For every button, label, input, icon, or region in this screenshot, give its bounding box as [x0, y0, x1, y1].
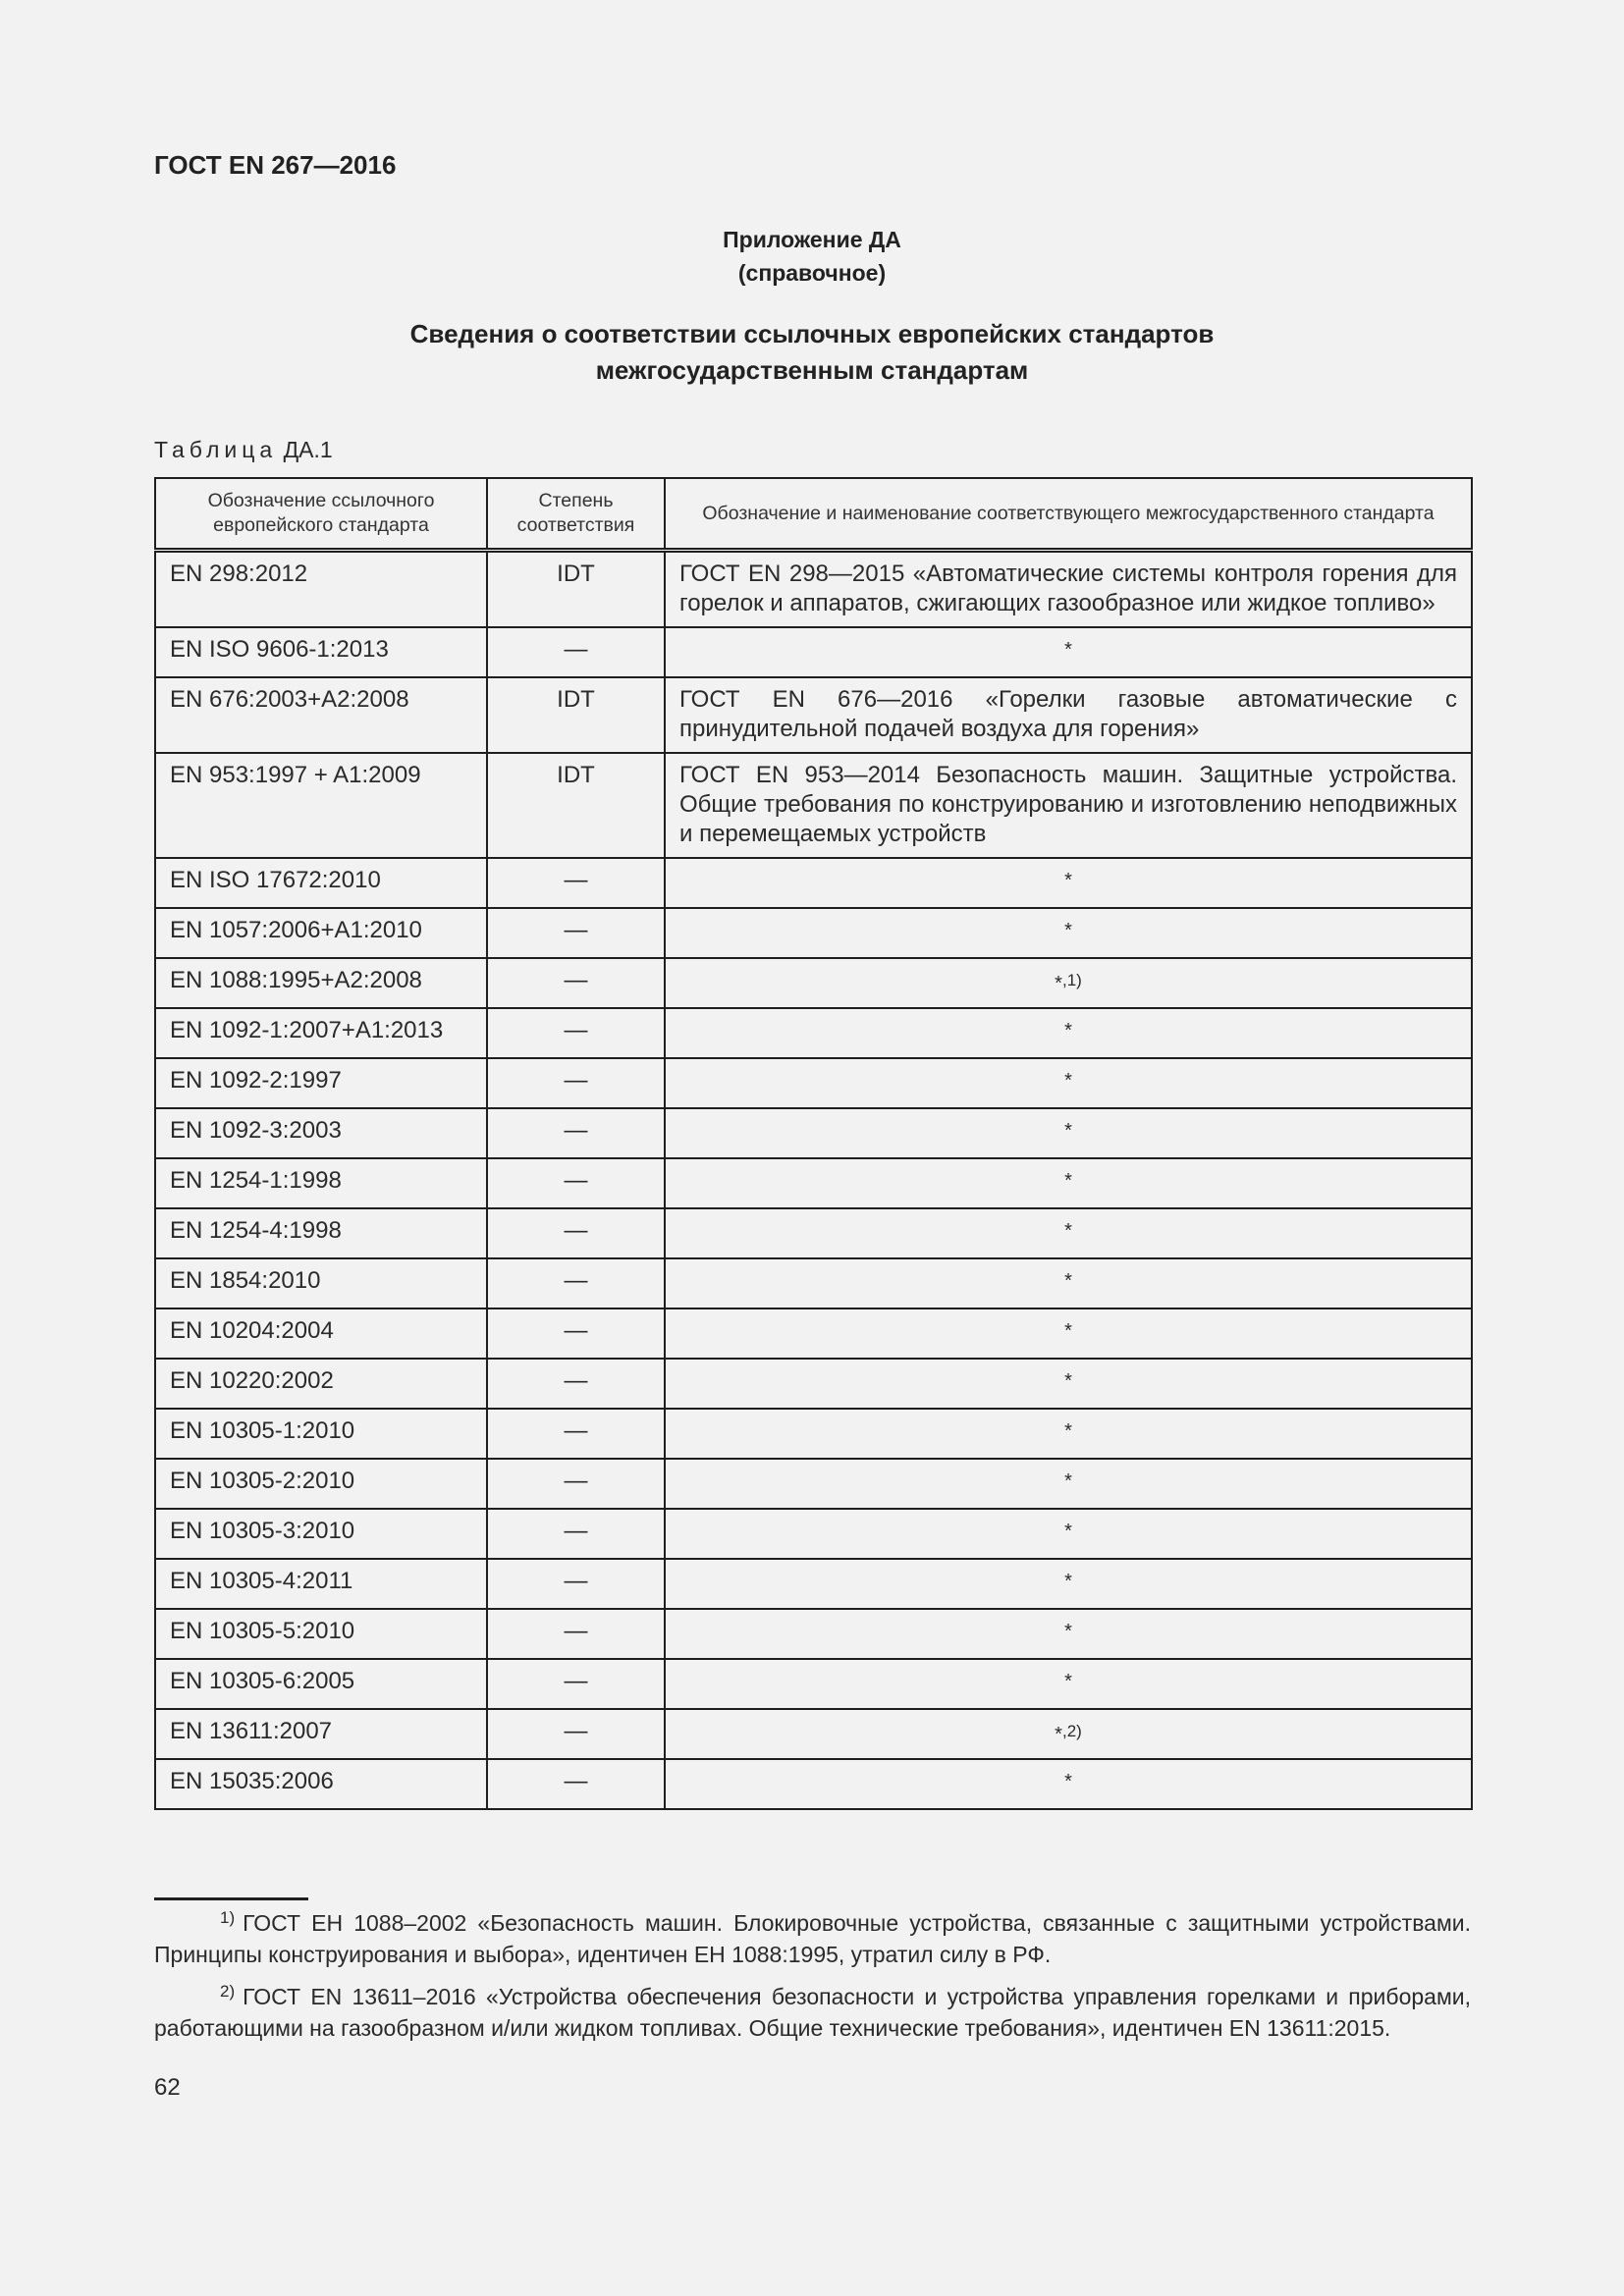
asterisk-mark: * [1064, 1020, 1072, 1041]
cell-degree: IDT [487, 677, 665, 753]
asterisk-mark: * [1064, 639, 1072, 661]
cell-degree: — [487, 1058, 665, 1108]
cell-interstate-standard [665, 1459, 1472, 1509]
table-row [155, 1308, 1472, 1359]
asterisk-mark: * [1064, 1671, 1072, 1692]
section-title [0, 316, 1624, 389]
cell-interstate-standard [665, 627, 1472, 677]
asterisk-mark: * [1064, 1621, 1072, 1642]
cell-european-standard: EN 1092-1:2007+A1:2013 [155, 1008, 487, 1058]
table-row [155, 1058, 1472, 1108]
cell-degree: IDT [487, 551, 665, 628]
cell-european-standard: EN ISO 9606-1:2013 [155, 627, 487, 677]
cell-degree: — [487, 1609, 665, 1659]
cell-european-standard: EN 10305-2:2010 [155, 1459, 487, 1509]
footnote-2 [154, 1976, 1471, 2044]
cell-degree: — [487, 858, 665, 908]
table-body [155, 551, 1472, 1810]
cell-interstate-standard [665, 1759, 1472, 1809]
cell-degree: — [487, 1308, 665, 1359]
cell-degree: — [487, 1409, 665, 1459]
asterisk-mark: * [1064, 1170, 1072, 1192]
asterisk-mark: * [1064, 870, 1072, 891]
cell-interstate-standard [665, 1609, 1472, 1659]
table-label [154, 437, 333, 463]
cell-european-standard: EN 1057:2006+A1:2010 [155, 908, 487, 958]
cell-european-standard: EN 298:2012 [155, 551, 487, 628]
table-row [155, 1709, 1472, 1759]
table-row [155, 1559, 1472, 1609]
cell-interstate-standard [665, 908, 1472, 958]
footnote-2-text: ГОСТ EN 13611–2016 «Устройства обеспечения безопасности и устройства управления горелками и приборами, работающими на газообразном и/или жидком топливах. Общие технические требования», идентичен EN 13611:2015. [154, 1984, 1471, 2041]
table-row [155, 1108, 1472, 1158]
cell-european-standard: EN 10305-4:2011 [155, 1559, 487, 1609]
asterisk-mark: * [1055, 973, 1062, 994]
asterisk-mark: * [1064, 1270, 1072, 1292]
cell-european-standard: EN 10204:2004 [155, 1308, 487, 1359]
cell-european-standard: EN 10305-6:2005 [155, 1659, 487, 1709]
footnote-reference: ,1) [1061, 971, 1082, 989]
table-row [155, 1609, 1472, 1659]
table-row [155, 858, 1472, 908]
asterisk-mark: * [1064, 920, 1072, 941]
footnote-divider [154, 1897, 308, 1900]
asterisk-mark: * [1064, 1070, 1072, 1092]
cell-european-standard: EN 10305-3:2010 [155, 1509, 487, 1559]
header-interstate-standard: Обозначение и наименование соответствующего межгосударственного стандарта [665, 478, 1472, 551]
cell-interstate-standard [665, 1559, 1472, 1609]
footnote-1-text: ГОСТ ЕН 1088–2002 «Безопасность машин. Блокировочные устройства, связанные с защитными устройствами. Принципы конструирования и выбора», идентичен ЕН 1088:1995, утратил силу в РФ. [154, 1910, 1471, 1967]
cell-degree: IDT [487, 753, 665, 858]
cell-interstate-standard [665, 1509, 1472, 1559]
table-row [155, 1359, 1472, 1409]
table-row [155, 1409, 1472, 1459]
cell-interstate-standard: ГОСТ EN 953—2014 Безопасность машин. Защитные устройства. Общие требования по конструированию и изготовлению неподвижных и перемещаемых устройств [665, 753, 1472, 858]
cell-degree: — [487, 1359, 665, 1409]
asterisk-mark: * [1064, 1420, 1072, 1442]
cell-interstate-standard [665, 1208, 1472, 1258]
asterisk-mark: * [1064, 1320, 1072, 1342]
asterisk-mark: * [1064, 1120, 1072, 1142]
cell-degree: — [487, 908, 665, 958]
cell-degree: — [487, 1208, 665, 1258]
cell-european-standard: EN 13611:2007 [155, 1709, 487, 1759]
cell-degree: — [487, 1459, 665, 1509]
cell-european-standard: EN 1254-4:1998 [155, 1208, 487, 1258]
cell-european-standard: EN 1088:1995+A2:2008 [155, 958, 487, 1008]
table-row [155, 1459, 1472, 1509]
cell-interstate-standard [665, 1308, 1472, 1359]
table-row [155, 1759, 1472, 1809]
section-title-line-2: межгосударственным стандартам [595, 355, 1029, 385]
section-title-line-1: Сведения о соответствии ссылочных европейских стандартов [409, 319, 1215, 348]
header-european-standard: Обозначение ссылочного европейского стандарта [155, 478, 487, 551]
cell-degree: — [487, 627, 665, 677]
cell-interstate-standard [665, 1258, 1472, 1308]
table-row [155, 627, 1472, 677]
cell-european-standard: EN ISO 17672:2010 [155, 858, 487, 908]
cell-european-standard: EN 1092-3:2003 [155, 1108, 487, 1158]
asterisk-mark: * [1064, 1771, 1072, 1792]
cell-interstate-standard [665, 1158, 1472, 1208]
table-row [155, 1208, 1472, 1258]
cell-european-standard: EN 953:1997 + A1:2009 [155, 753, 487, 858]
footnotes [154, 1902, 1471, 2050]
table-label-word: Таблица [154, 437, 278, 462]
table-label-number: ДА.1 [283, 437, 333, 462]
cell-degree: — [487, 1759, 665, 1809]
table-row [155, 1509, 1472, 1559]
footnote-2-mark: 2) [220, 1982, 236, 2001]
cell-interstate-standard: ГОСТ EN 298—2015 «Автоматические системы контроля горения для горелок и аппаратов, сжигающих газообразное или жидкое топливо» [665, 551, 1472, 628]
cell-european-standard: EN 10220:2002 [155, 1359, 487, 1409]
table-row [155, 753, 1472, 858]
cell-degree: — [487, 1709, 665, 1759]
asterisk-mark: * [1064, 1571, 1072, 1592]
cell-degree: — [487, 1158, 665, 1208]
cell-interstate-standard [665, 1409, 1472, 1459]
cell-european-standard: EN 1092-2:1997 [155, 1058, 487, 1108]
correspondence-table [154, 477, 1473, 1810]
cell-european-standard: EN 15035:2006 [155, 1759, 487, 1809]
cell-degree: — [487, 1108, 665, 1158]
cell-european-standard: EN 1254-1:1998 [155, 1158, 487, 1208]
cell-interstate-standard [665, 1659, 1472, 1709]
asterisk-mark: * [1064, 1370, 1072, 1392]
document-code: ГОСТ EN 267—2016 [154, 150, 397, 180]
table-header-row [155, 478, 1472, 551]
cell-degree: — [487, 1008, 665, 1058]
table-row [155, 1158, 1472, 1208]
cell-interstate-standard [665, 1108, 1472, 1158]
asterisk-mark: * [1064, 1470, 1072, 1492]
table-row [155, 1258, 1472, 1308]
cell-european-standard: EN 10305-5:2010 [155, 1609, 487, 1659]
footnote-1-mark: 1) [220, 1908, 236, 1927]
footnote-reference: ,2) [1061, 1722, 1082, 1740]
cell-european-standard: EN 1854:2010 [155, 1258, 487, 1308]
cell-degree: — [487, 1659, 665, 1709]
cell-interstate-standard [665, 1709, 1472, 1759]
table-row [155, 1659, 1472, 1709]
table-row [155, 551, 1472, 628]
table-row [155, 1008, 1472, 1058]
table-row [155, 908, 1472, 958]
cell-degree: — [487, 1559, 665, 1609]
appendix-heading [0, 223, 1624, 290]
cell-degree: — [487, 958, 665, 1008]
asterisk-mark: * [1064, 1521, 1072, 1542]
cell-european-standard: EN 676:2003+A2:2008 [155, 677, 487, 753]
cell-interstate-standard [665, 1359, 1472, 1409]
page-number: 62 [154, 2074, 181, 2101]
appendix-subtitle: (справочное) [737, 260, 887, 286]
footnote-1 [154, 1902, 1471, 1970]
cell-interstate-standard [665, 1008, 1472, 1058]
cell-interstate-standard: ГОСТ EN 676—2016 «Горелки газовые автоматические с принудительной подачей воздуха для горения» [665, 677, 1472, 753]
asterisk-mark: * [1055, 1724, 1062, 1745]
appendix-title: Приложение ДА [723, 227, 901, 252]
cell-interstate-standard [665, 858, 1472, 908]
asterisk-mark: * [1064, 1220, 1072, 1242]
cell-interstate-standard [665, 958, 1472, 1008]
cell-interstate-standard [665, 1058, 1472, 1108]
header-degree: Степень соответствия [487, 478, 665, 551]
table-row [155, 677, 1472, 753]
cell-degree: — [487, 1509, 665, 1559]
cell-degree: — [487, 1258, 665, 1308]
table-row [155, 958, 1472, 1008]
cell-european-standard: EN 10305-1:2010 [155, 1409, 487, 1459]
